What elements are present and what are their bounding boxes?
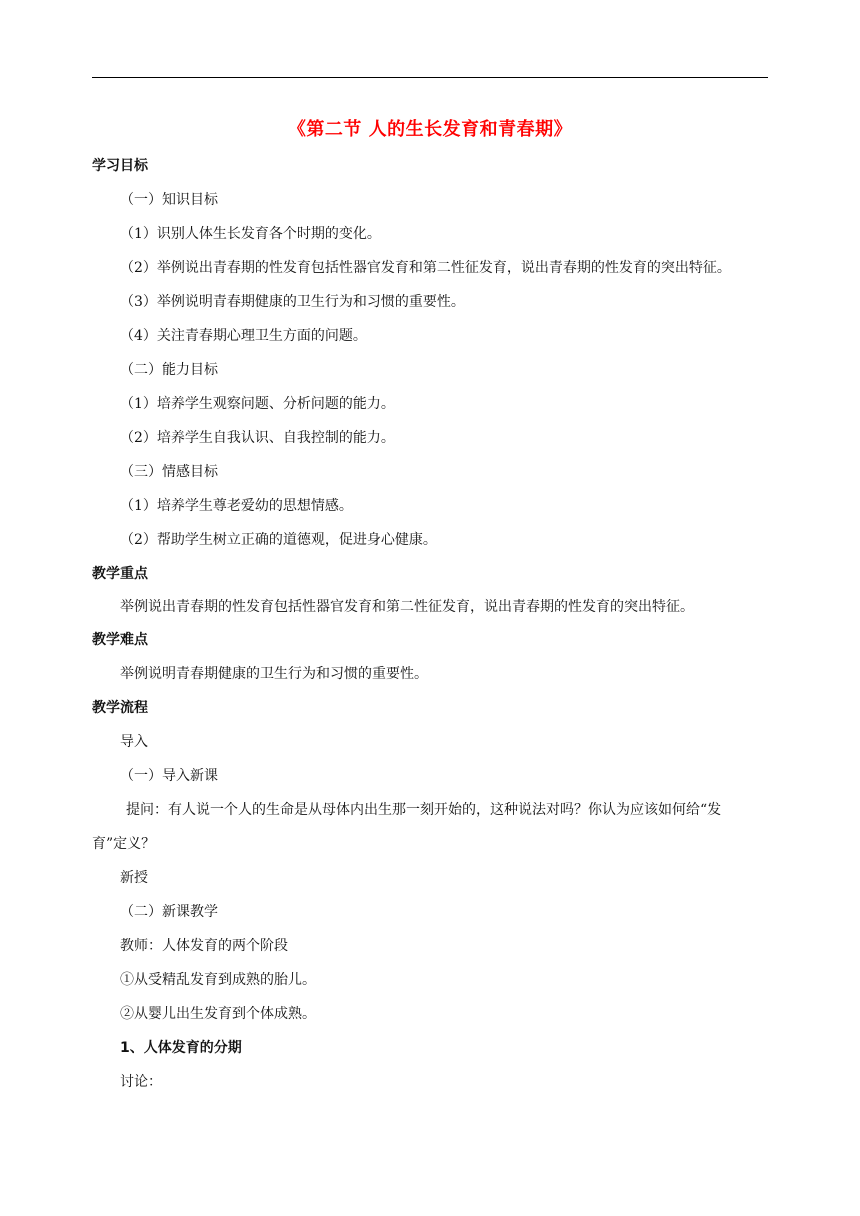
emotion-item-1: （1）培养学生尊老爱幼的思想情感。 (120, 498, 353, 514)
discuss-label: 讨论： (120, 1074, 162, 1090)
intro-label: 导入 (120, 734, 148, 750)
header-rule (92, 77, 768, 78)
new-teach-subheading: （二）新课教学 (120, 904, 218, 920)
question-line-1: 提问：有人说一个人的生命是从母体内出生那一刻开始的，这种说法对吗？你认为应该如何给“发 (126, 802, 722, 818)
knowledge-item-4: （4）关注青春期心理卫生方面的问题。 (120, 328, 367, 344)
stage-2: ②从婴儿出生发育到个体成熟。 (120, 1006, 316, 1022)
key-point-text: 举例说出青春期的性发育包括性器官发育和第二性征发育，说出青春期的性发育的突出特征。 (120, 599, 694, 615)
knowledge-item-3: （3）举例说明青春期健康的卫生行为和习惯的重要性。 (120, 294, 465, 310)
emotion-heading: （三）情感目标 (120, 464, 218, 480)
ability-item-1: （1）培养学生观察问题、分析问题的能力。 (120, 396, 395, 412)
period-heading: 1、人体发育的分期 (120, 1040, 242, 1056)
ability-heading: （二）能力目标 (120, 362, 218, 378)
knowledge-item-1: （1）识别人体生长发育各个时期的变化。 (120, 226, 381, 242)
process-heading: 教学流程 (92, 700, 148, 716)
knowledge-item-2: （2）举例说出青春期的性发育包括性器官发育和第二性征发育，说出青春期的性发育的突出特征。 (120, 260, 731, 276)
knowledge-heading: （一）知识目标 (120, 192, 218, 208)
new-teach-label: 新授 (120, 870, 148, 886)
difficult-point-text: 举例说明青春期健康的卫生行为和习惯的重要性。 (120, 666, 428, 682)
stage-1: ①从受精乱发育到成熟的胎儿。 (120, 972, 316, 988)
question-line-2: 育”定义？ (92, 836, 156, 852)
difficult-point-heading: 教学难点 (92, 632, 148, 648)
teacher-line: 教师：人体发育的两个阶段 (120, 938, 288, 954)
document-title: 《第二节 人的生长发育和青春期》 (287, 119, 573, 140)
key-point-heading: 教学重点 (92, 566, 148, 582)
objectives-heading: 学习目标 (92, 158, 148, 174)
intro-subheading: （一）导入新课 (120, 768, 218, 784)
emotion-item-2: （2）帮助学生树立正确的道德观，促进身心健康。 (120, 532, 437, 548)
ability-item-2: （2）培养学生自我认识、自我控制的能力。 (120, 430, 395, 446)
